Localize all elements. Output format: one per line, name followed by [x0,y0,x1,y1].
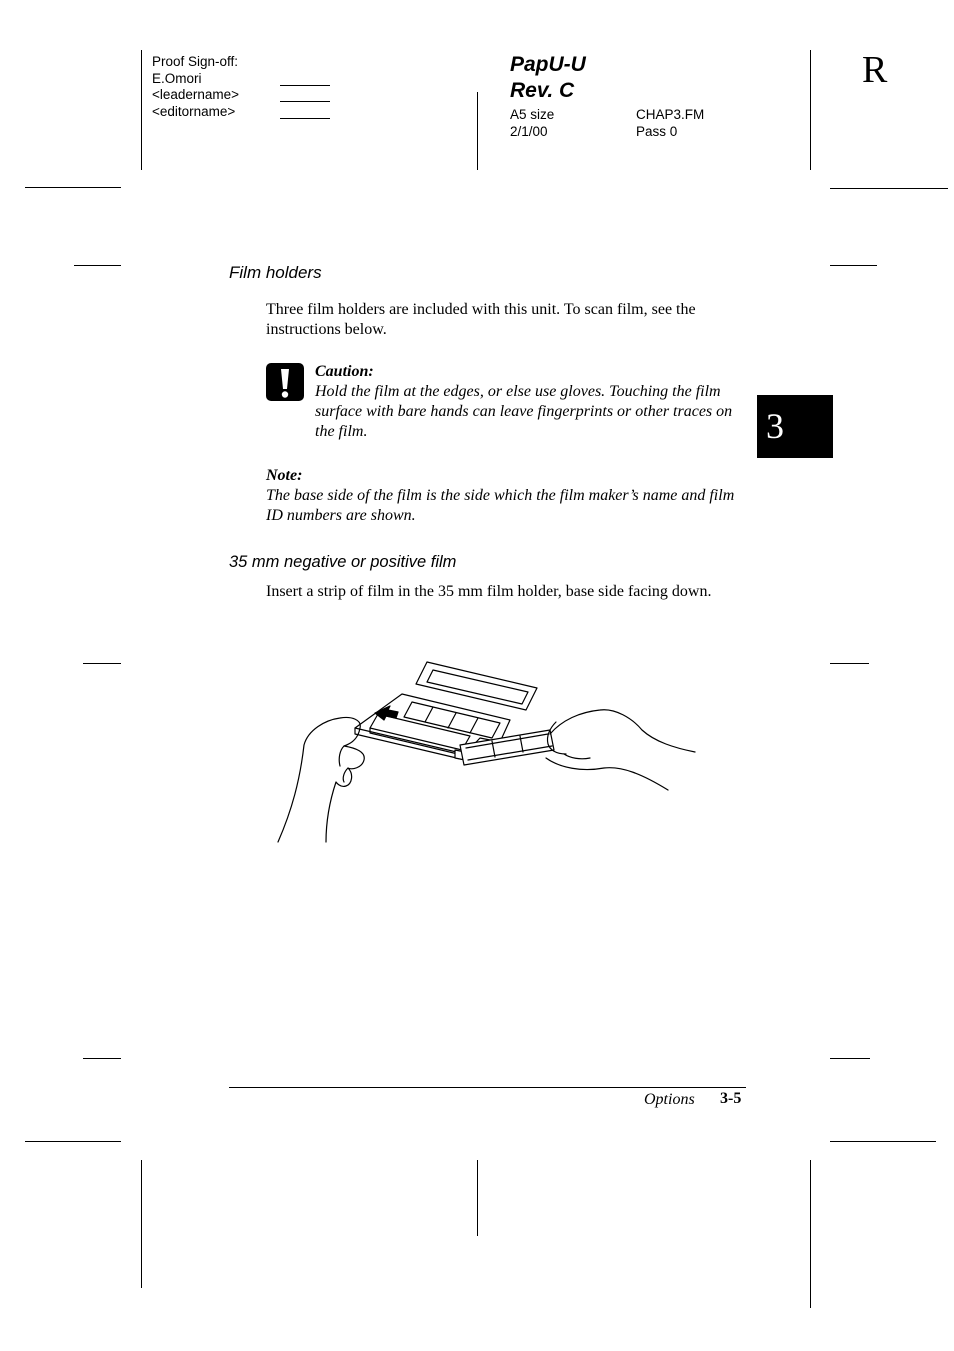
revision-mark: R [862,49,888,91]
chapter-number: 3 [766,406,784,446]
note-label: Note: [266,467,303,484]
page-number: 3-5 [720,1090,742,1107]
signoff-line [280,118,330,119]
note-text: The base side of the film is the side which the film maker’s name and film ID numbers are shown. [266,487,735,524]
crop-mark [830,1058,870,1059]
film-holder-illustration [270,650,710,850]
proof-name: E.Omori [152,70,202,86]
exclamation-icon [266,363,304,401]
product-header [510,52,586,104]
subsection-paragraph: Insert a strip of film in the 35 mm film holder, base side facing down. [266,583,712,600]
print-date: 2/1/00 [510,123,548,139]
pass-number: Pass 0 [636,123,678,139]
crop-mark [477,92,478,170]
crop-mark [25,1141,121,1142]
crop-mark [830,188,948,189]
crop-mark [141,1160,142,1288]
subsection-heading: 35 mm negative or positive film [229,553,457,571]
caution-icon [266,363,304,401]
signoff-line [280,101,330,102]
paper-size: A5 size [510,107,555,122]
intro-paragraph: Three film holders are included with this unit. To scan film, see the instructions below. [266,301,696,338]
caution-block [315,362,747,442]
crop-mark [74,265,121,266]
meta-left [510,107,554,140]
crop-mark [830,1141,936,1142]
meta-right [636,107,704,140]
caution-text: Hold the film at the edges, or else use gloves. Touching the film surface with bare hands can leave fingerprints or other traces on the film. [315,383,733,440]
proof-editor: <editorname> [152,103,236,119]
product-name: PapU-U [510,53,586,76]
footer-section-name: Options [644,1091,695,1108]
crop-mark [25,187,121,188]
crop-mark [141,50,142,170]
signoff-line [280,85,330,86]
crop-mark [810,50,811,170]
caution-label: Caution: [315,363,374,380]
crop-mark [83,663,121,664]
note-block [266,466,746,526]
crop-mark [810,1160,811,1308]
revision: Rev. C [510,79,575,102]
proof-label: Proof Sign-off: [152,54,239,69]
file-name: CHAP3.FM [636,107,705,122]
crop-mark [830,265,877,266]
proof-leader: <leadername> [152,87,240,102]
crop-mark [83,1058,121,1059]
footer-rule [229,1087,746,1088]
section-heading: Film holders [229,263,322,282]
crop-mark [830,663,869,664]
proof-signoff [152,54,239,120]
crop-mark [477,1160,478,1236]
